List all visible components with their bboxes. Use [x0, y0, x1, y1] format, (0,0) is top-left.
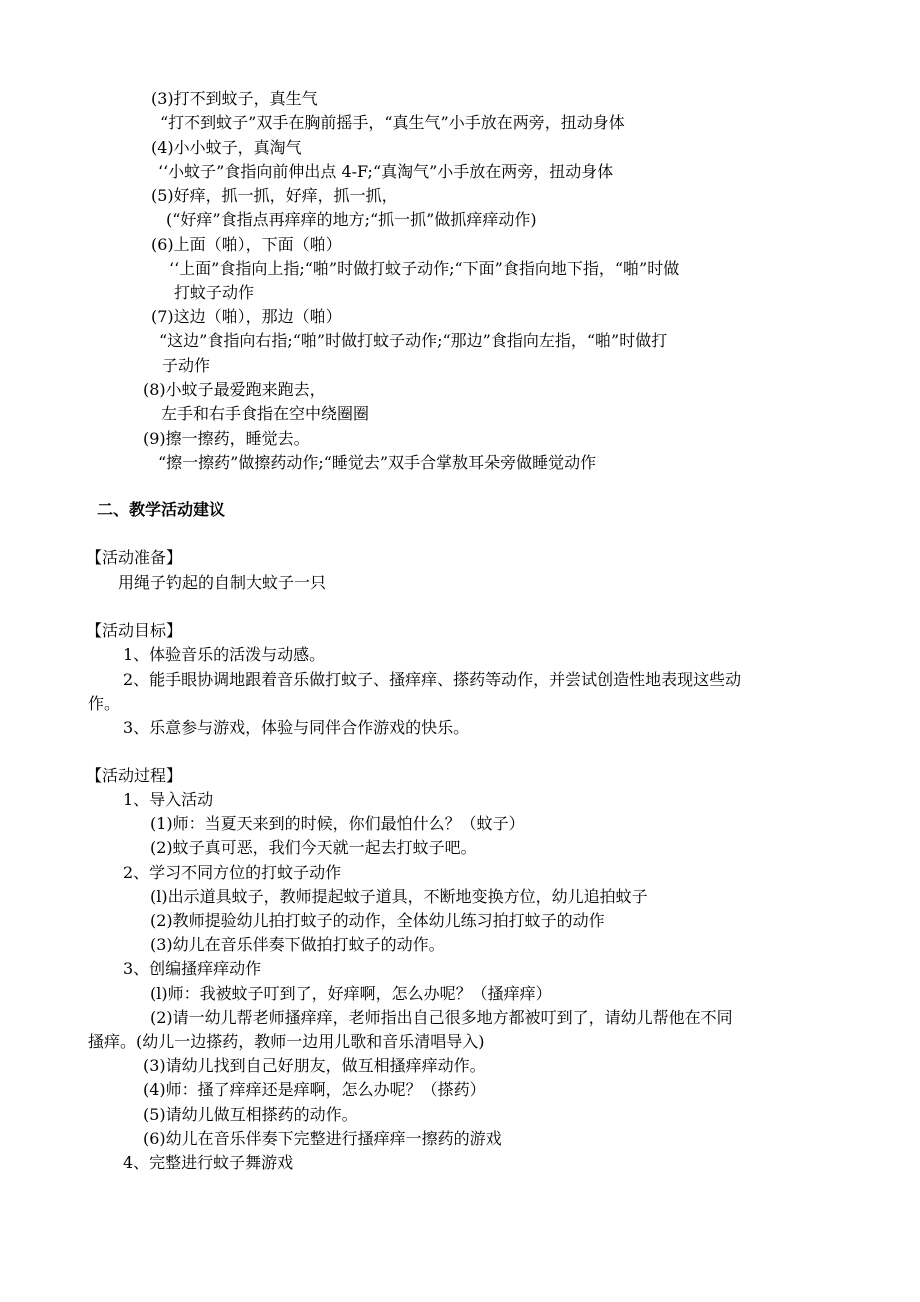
goals-heading: 【活动目标】 — [86, 621, 183, 640]
process-line: (l)师：我被蚊子叮到了，好痒啊，怎么办呢？（搔痒痒） — [150, 984, 552, 1003]
goal-item: 3、乐意参与游戏，体验与同伴合作游戏的快乐。 — [123, 718, 470, 737]
process-line: 4、完整进行蚊子舞游戏 — [123, 1153, 294, 1172]
action-desc-continued: 子动作 — [162, 356, 211, 375]
process-line: (3)幼儿在音乐伴奏下做拍打蚊子的动作。 — [150, 935, 445, 954]
section-title: 二、教学活动建议 — [97, 500, 226, 519]
process-line-continued: 搔痒。(幼儿一边搽药，教师一边用儿歌和音乐清唱导入) — [88, 1032, 485, 1051]
process-line: (2)蚊子真可恶，我们今天就一起去打蚊子吧。 — [150, 838, 477, 857]
process-line: (2)请一幼儿帮老师搔痒痒，老师指出自己很多地方都被叮到了，请幼儿帮他在不同 — [150, 1008, 733, 1027]
process-line: 1、导入活动 — [123, 790, 214, 809]
action-step: (5)好痒，抓一抓，好痒，抓一抓， — [151, 186, 398, 205]
action-step: (7)这边（啪），那边（啪） — [151, 307, 342, 326]
action-desc: “打不到蚊子”双手在胸前摇手，“真生气”小手放在两旁，扭动身体 — [160, 113, 625, 132]
preparation-text: 用绳子钓起的自制大蚊子一只 — [118, 573, 327, 592]
process-heading: 【活动过程】 — [86, 766, 183, 785]
action-desc: (“好痒”食指点再痒痒的地方;“抓一抓”做抓痒痒动作) — [166, 210, 537, 229]
action-step: (9)擦一擦药，睡觉去。 — [143, 429, 310, 448]
action-step: (4)小小蚊子，真淘气 — [151, 138, 302, 157]
process-line: (3)请幼儿找到自己好朋友，做互相搔痒痒动作。 — [143, 1056, 486, 1075]
action-desc: 左手和右手食指在空中绕圈圈 — [161, 404, 370, 423]
action-step: (6)上面（啪），下面（啪） — [151, 235, 342, 254]
goal-item: 2、能手眼协调地跟着音乐做打蚊子、搔痒痒、搽药等动作，并尝试创造性地表现这些动 — [123, 670, 742, 689]
action-desc: ‘‘上面”食指向上指;“啪”时做打蚊子动作;“下面”食指向地下指，“啪”时做 — [169, 259, 680, 278]
action-desc: “这边”食指向右指;“啪”时做打蚊子动作;“那边”食指向左指，“啪”时做打 — [159, 331, 668, 350]
process-line: 3、创编搔痒痒动作 — [123, 959, 262, 978]
process-line: (2)教师提验幼儿拍打蚊子的动作，全体幼儿练习拍打蚊子的动作 — [150, 911, 605, 930]
action-step: (3)打不到蚊子，真生气 — [151, 89, 318, 108]
goal-item-continued: 作。 — [88, 694, 121, 713]
process-line: (4)师：搔了痒痒还是痒啊，怎么办呢？（搽药） — [143, 1080, 486, 1099]
process-line: (1)师：当夏天来到的时候，你们最怕什么？（蚊子） — [150, 814, 525, 833]
action-desc-continued: 打蚊子动作 — [174, 283, 255, 302]
preparation-heading: 【活动准备】 — [86, 548, 183, 567]
process-line: (6)幼儿在音乐伴奏下完整进行搔痒痒一擦药的游戏 — [143, 1129, 502, 1148]
action-desc: “擦一擦药”做擦药动作;“睡觉去”双手合掌敖耳朵旁做睡觉动作 — [158, 453, 597, 472]
action-step: (8)小蚊子最爱跑来跑去， — [143, 380, 326, 399]
action-desc: ‘‘小蚊子”食指向前伸出点 4-F;“真淘气”小手放在两旁，扭动身体 — [158, 162, 614, 181]
process-line: (5)请幼儿做互相搽药的动作。 — [143, 1105, 358, 1124]
goal-item: 1、体验音乐的活泼与动感。 — [123, 645, 326, 664]
process-line: 2、学习不同方位的打蚊子动作 — [123, 863, 342, 882]
process-line: (l)出示道具蚊子，教师提起蚊子道具，不断地变换方位，幼儿追拍蚊子 — [150, 887, 648, 906]
